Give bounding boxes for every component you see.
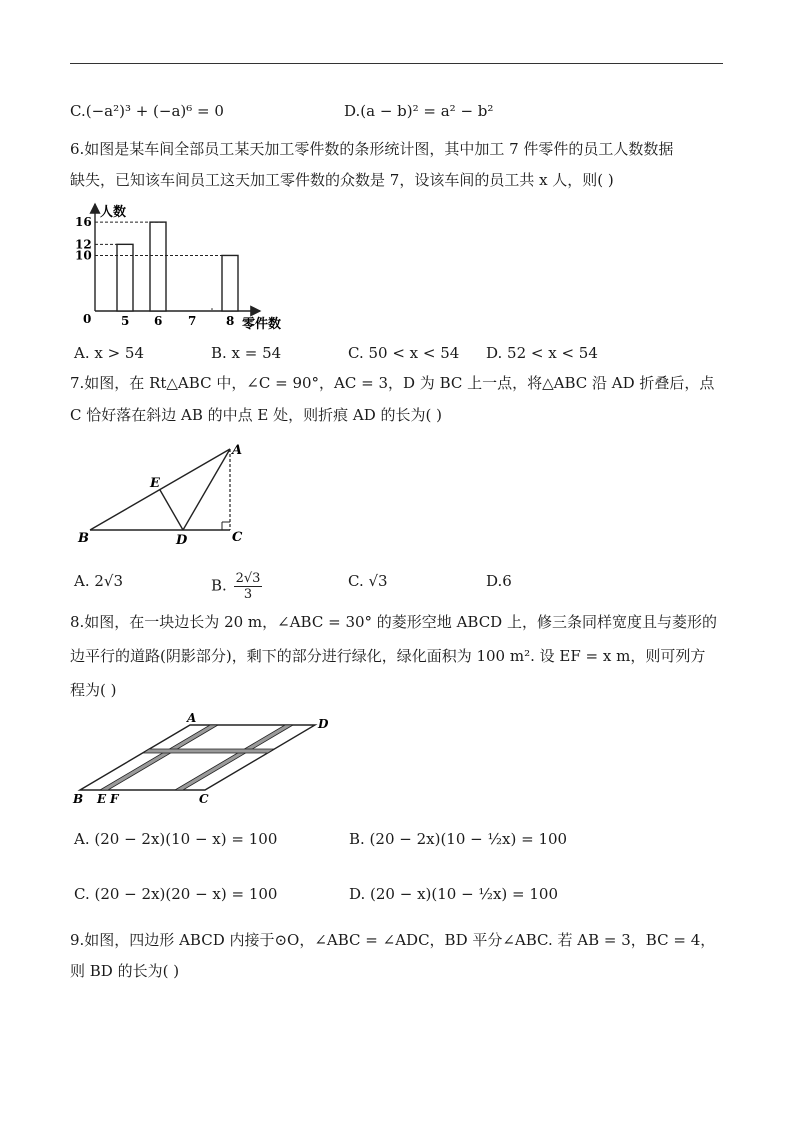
- label-e: E: [97, 792, 107, 806]
- x-tick-7: 7: [188, 314, 197, 328]
- segment-ed: [160, 490, 183, 530]
- label-c: C: [199, 792, 209, 806]
- q6-option-a: A. x > 54: [74, 344, 145, 362]
- y-tick-12: 12: [75, 237, 92, 252]
- side-ab: [90, 449, 230, 530]
- q7-triangle-diagram: [70, 435, 270, 555]
- q8-stem-line3: 程为( ): [70, 681, 117, 699]
- q8-option-c: C. (20 − 2x)(20 − x) = 100: [74, 885, 278, 903]
- label-a: A: [187, 711, 197, 725]
- fold-ad: [183, 449, 230, 530]
- q6-option-b: B. x = 54: [211, 344, 282, 362]
- label-e: E: [150, 476, 160, 491]
- road-horizontal: [143, 749, 274, 753]
- x-tick-5: 5: [121, 314, 130, 328]
- bar-6: [150, 222, 166, 311]
- label-d: D: [176, 533, 188, 548]
- x-tick-6: 6: [154, 314, 163, 328]
- label-a: A: [232, 443, 243, 458]
- q6-stem-line1: 6.如图是某车间全部员工某天加工零件数的条形统计图，其中加工 7 件零件的员工人数数据: [70, 140, 674, 158]
- q7-option-d: D.6: [486, 572, 512, 590]
- q9-stem-line1: 9.如图，四边形 ABCD 内接于⊙O，∠ABC = ∠ADC，BD 平分∠ABC. 若 AB = 3，BC = 4，: [70, 931, 716, 949]
- q7-stem-line1: 7.如图，在 Rt△ABC 中，∠C = 90°，AC = 3，D 为 BC 上一点，将△ABC 沿 AD 折叠后，点: [70, 374, 715, 392]
- y-tick-10: 10: [75, 248, 92, 263]
- q6-option-c: C. 50 < x < 54: [348, 344, 460, 362]
- q7-option-b-denominator: 3: [243, 587, 253, 602]
- q8-stem-line2: 边平行的道路(阴影部分)，剩下的部分进行绿化，绿化面积为 100 m². 设 EF = x m，则可列方: [70, 647, 706, 665]
- bar-8: [222, 255, 238, 311]
- label-b: B: [73, 792, 84, 806]
- q5-option-d: D.(a − b)² = a² − b²: [344, 102, 494, 120]
- q7-option-a: A. 2√3: [74, 572, 124, 590]
- q6-stem-line2: 缺失，已知该车间员工这天加工零件数的众数是 7，设该车间的员工共 x 人，则( ): [70, 171, 614, 189]
- q8-stem-line1: 8.如图，在一块边长为 20 m，∠ABC = 30° 的菱形空地 ABCD 上，修三条同样宽度且与菱形的: [70, 613, 717, 631]
- q6-option-d: D. 52 < x < 54: [486, 344, 598, 362]
- label-c: C: [232, 530, 243, 545]
- q5-option-c: C.(−a²)³ + (−a)⁶ = 0: [70, 102, 224, 120]
- road-slanted-2: [175, 725, 293, 790]
- header-rule: [70, 63, 723, 64]
- q7-option-b: B. $\frac{2√3}{3}$: [211, 571, 261, 602]
- q7-option-b-numerator: 2√3: [235, 571, 261, 586]
- origin-label: 0: [83, 312, 92, 326]
- y-axis-label: 人数: [100, 205, 127, 220]
- q8-option-a: A. (20 − 2x)(10 − x) = 100: [74, 830, 278, 848]
- q6-bar-chart: [70, 196, 300, 336]
- road-slanted-1: [100, 725, 218, 790]
- label-d: D: [318, 717, 329, 731]
- y-tick-16: 16: [75, 215, 92, 230]
- dot-mark: [211, 308, 213, 310]
- q9-stem-line2: 则 BD 的长为( ): [70, 962, 180, 980]
- label-f: F: [110, 792, 119, 806]
- x-axis-label: 零件数: [242, 317, 282, 332]
- label-b: B: [78, 531, 89, 546]
- q8-rhombus-diagram: [70, 710, 340, 810]
- q7-option-c: C. √3: [348, 572, 388, 590]
- q8-option-b: B. (20 − 2x)(10 − ½x) = 100: [349, 830, 568, 848]
- q7-stem-line2: C 恰好落在斜边 AB 的中点 E 处，则折痕 AD 的长为( ): [70, 406, 442, 424]
- x-tick-8: 8: [226, 314, 235, 328]
- bar-5: [117, 244, 133, 311]
- q8-option-d: D. (20 − x)(10 − ½x) = 100: [349, 885, 559, 903]
